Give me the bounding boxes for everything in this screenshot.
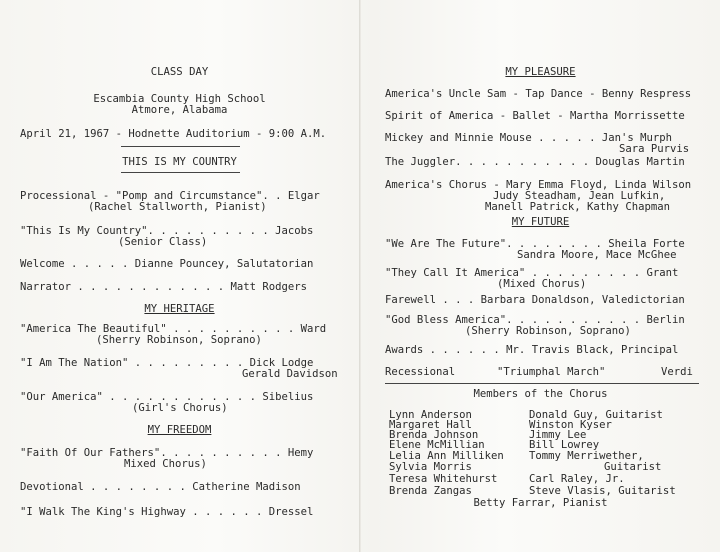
devotional-line: Devotional . . . . . . . . Catherine Madison (20, 481, 301, 493)
class-day-title: CLASS DAY (150, 66, 209, 78)
member-left-1: Lynn Anderson (389, 409, 472, 421)
section-my-future: MY FUTURE (511, 216, 570, 228)
processional-line: Processional - "Pomp and Circumstance". . Elgar (20, 190, 320, 202)
awards-line: Awards . . . . . . Mr. Travis Black, Principal (385, 344, 679, 356)
mickey-minnie-line: Mickey and Minnie Mouse . . . . . Jan's Murph (385, 132, 673, 144)
this-is-my-country-performer: (Senior Class) (118, 236, 208, 248)
we-are-the-future-line: "We Are The Future". . . . . . . . Sheila Forte (385, 238, 685, 250)
recessional-composer: Verdi (661, 366, 693, 378)
they-call-it-america-line: "They Call It America" . . . . . . . . . Grant (385, 267, 679, 279)
mickey-minnie-performer: Sara Purvis (619, 143, 690, 155)
faith-of-our-fathers-line: "Faith Of Our Fathers". . . . . . . . . . Hemy (20, 447, 314, 459)
section-my-heritage: MY HERITAGE (144, 303, 215, 315)
rule-top (121, 146, 240, 147)
section-my-pleasure: MY PLEASURE (505, 66, 576, 78)
i-am-the-nation-performer: Gerald Davidson (242, 368, 338, 380)
school-name: Escambia County High School (93, 93, 266, 105)
member-right-6: Guitarist (604, 461, 662, 473)
member-right-5: Tommy Merriwether, (529, 450, 644, 462)
america-beautiful-line: "America The Beautiful" . . . . . . . . . . Ward (20, 323, 327, 335)
juggler-line: The Juggler. . . . . . . . . . . Douglas Martin (385, 156, 685, 168)
americas-chorus-line: America's Chorus - Mary Emma Floyd, Linda Wilson (385, 179, 692, 191)
narrator-line: Narrator . . . . . . . . . . . . Matt Rodgers (20, 281, 308, 293)
god-bless-america-performer: (Sherry Robinson, Soprano) (465, 325, 631, 337)
america-beautiful-performer: (Sherry Robinson, Soprano) (96, 334, 262, 346)
our-america-line: "Our America" . . . . . . . . . . . . Sibelius (20, 391, 314, 403)
member-left-8: Brenda Zangas (389, 485, 472, 497)
i-am-the-nation-line: "I Am The Nation" . . . . . . . . . Dick Lodge (20, 357, 314, 369)
school-city: Atmore, Alabama (131, 104, 228, 116)
member-left-3: Brenda Johnson (389, 429, 479, 441)
rule-under-section (121, 172, 240, 173)
section-my-freedom: MY FREEDOM (147, 424, 212, 436)
uncle-sam-line: America's Uncle Sam - Tap Dance - Benny Respress (385, 88, 692, 100)
section-this-is-my-country: THIS IS MY COUNTRY (122, 156, 237, 168)
member-right-7: Carl Raley, Jr. (529, 473, 625, 485)
pianist-line: Betty Farrar, Pianist (473, 497, 608, 509)
americas-chorus-line-2: Judy Steadham, Jean Lufkin, (493, 190, 666, 202)
welcome-line: Welcome . . . . . Dianne Pouncey, Salutatorian (20, 258, 314, 270)
our-america-performer: (Girl's Chorus) (132, 402, 228, 414)
farewell-line: Farewell . . . Barbara Donaldson, Valedictorian (385, 294, 685, 306)
kings-highway-line: "I Walk The King's Highway . . . . . . Dressel (20, 506, 314, 518)
recessional-piece: "Triumphal March" (497, 366, 606, 378)
left-page (0, 0, 359, 552)
members-title: Members of the Chorus (473, 388, 608, 400)
member-right-4: Bill Lowrey (529, 439, 600, 451)
we-are-the-future-performer: Sandra Moore, Mace McGhee (517, 249, 677, 261)
member-right-1: Donald Guy, Guitarist (529, 409, 663, 421)
member-left-6: Sylvia Morris (389, 461, 472, 473)
spirit-of-america-line: Spirit of America - Ballet - Martha Morrissette (385, 110, 685, 122)
processional-performer: (Rachel Stallworth, Pianist) (88, 201, 267, 213)
faith-of-our-fathers-performer: Mixed Chorus) (124, 458, 207, 470)
right-page (361, 0, 720, 552)
this-is-my-country-line: "This Is My Country". . . . . . . . . . Jacobs (20, 225, 314, 237)
date-line: April 21, 1967 - Hodnette Auditorium - 9:00 A.M. (20, 128, 327, 140)
god-bless-america-line: "God Bless America". . . . . . . . . . . Berlin (385, 314, 685, 326)
member-right-3: Jimmy Lee (529, 429, 587, 441)
member-right-8: Steve Vlasis, Guitarist (529, 485, 676, 497)
member-right-2: Winston Kyser (529, 419, 612, 431)
rule-above-members (385, 383, 699, 384)
member-left-2: Margaret Hall (389, 419, 472, 431)
they-call-it-america-performer: (Mixed Chorus) (497, 278, 587, 290)
member-left-5: Lelia Ann Milliken (389, 450, 504, 462)
member-left-4: Elene McMillian (389, 439, 485, 451)
recessional-label: Recessional (385, 366, 456, 378)
member-left-7: Teresa Whitehurst (389, 473, 498, 485)
americas-chorus-line-3: Manell Patrick, Kathy Chapman (485, 201, 670, 213)
